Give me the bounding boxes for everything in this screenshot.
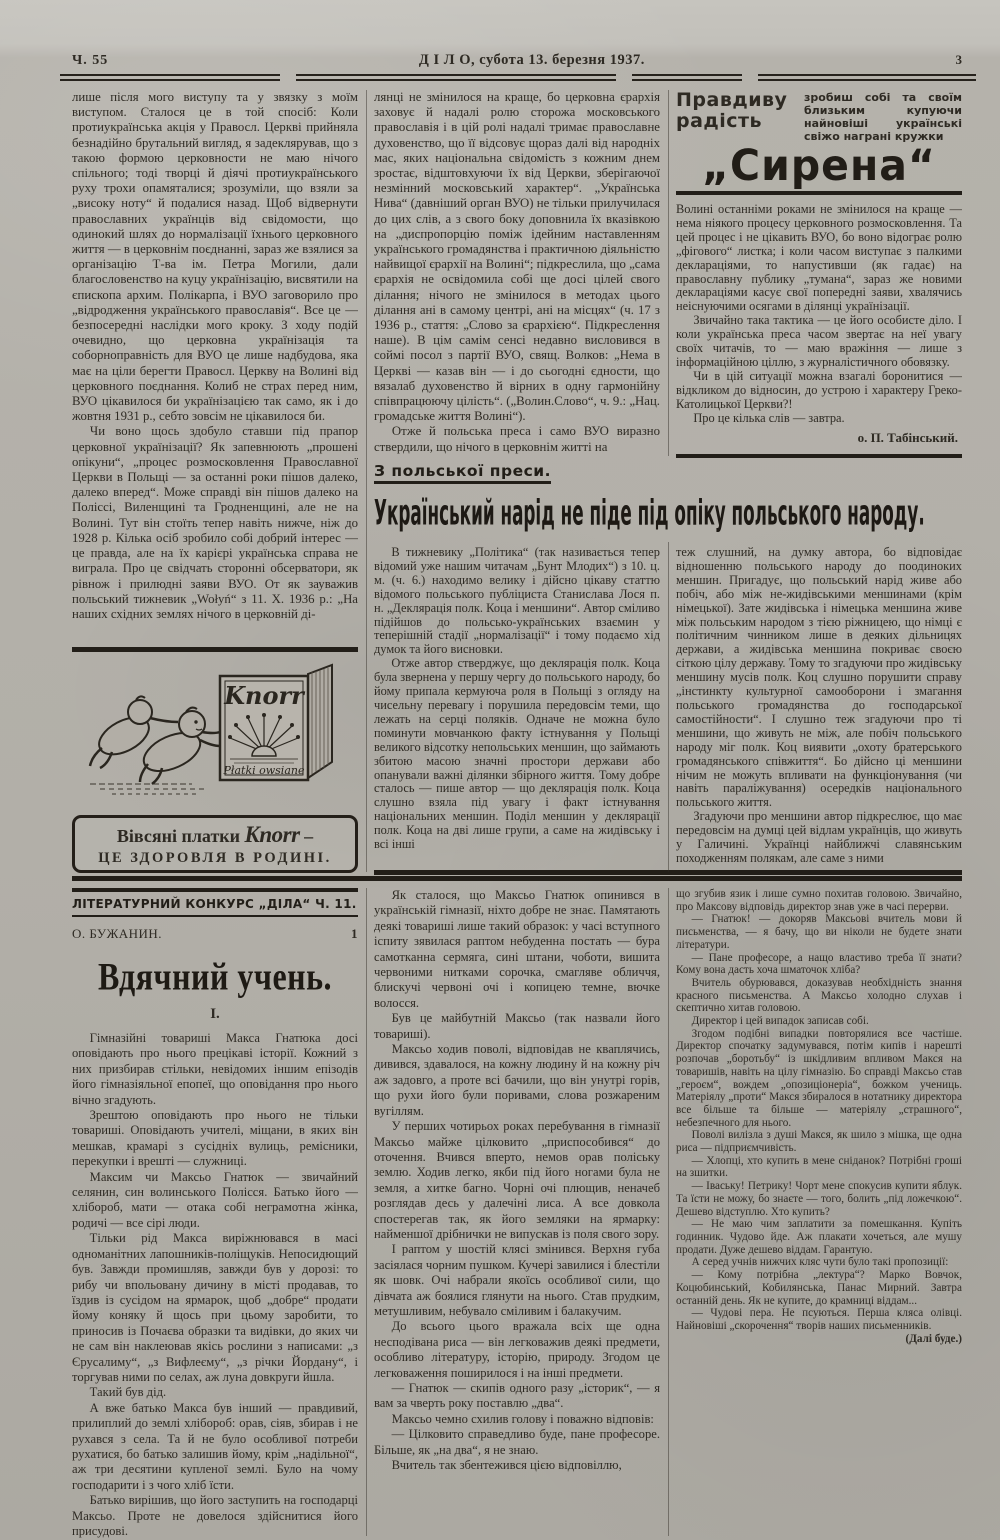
column-divider: [668, 90, 669, 456]
paragraph: Директор і цей випадок записав собі.: [691, 1015, 869, 1028]
right-column: [676, 90, 962, 452]
story-section: [72, 888, 962, 1538]
paragraph: Зрештою оповідають про нього не тільки товариші. Оповідають учителі, міщани, в яких він мешкав, крамарі з сусідніх вулиць, ремісники, перекупки і врешті — служниці.: [72, 1108, 358, 1169]
knorr-illustration: [72, 660, 358, 806]
paragraph: Гімназійні товариші Макса Гнатюка досі оповідають про нього прецікаві історії. Кожний з них призбирав стільки, невідомих іншим епізодів його гімназіяльної епопеї, що оповідання про нього вічно згадують.: [72, 1031, 358, 1107]
paragraph: Волині останніми роками не змінилося на краще — нема ніякого процесу церковного розмосковлення. Та цей процес і не цікавить ВУО, бо воно відограє ролю „фігового“ листка; і коли часом виступає з палкими деклараціями, то напустивши (як гадає) на православну публику „тумана“, зараз же новими деклараціями касує свої попередні заяви, хвалячись неіснуючими осягами в ділянці українізації.: [676, 202, 962, 314]
heavy-rule: [676, 191, 962, 195]
paragraph: Отже й польська преса і само ВУО виразно ствердили, що нічого в церковнім житті на: [374, 424, 660, 454]
story-col3: [676, 888, 962, 1538]
paragraph: — Гнатюк! — докоряв Максьові вчитель мови й письменства, — я бачу, що ви ніколи не будете знати літератури.: [676, 913, 962, 951]
sirena-ad-copy: зробиш собі та своїм близьким купуючи найновіші українські свіжо награні кружки: [804, 91, 962, 143]
headline-text: Український нарід не піде під опіку польського народу.: [374, 492, 925, 534]
knorr-caption-brand: Knorr: [244, 822, 300, 847]
article-headline: [374, 492, 962, 532]
knorr-box-label: Płatki owsiane: [223, 764, 305, 777]
paragraph: Отже автор стверджує, що деклярація полк. Коца була звернена у першу чергу до польського народу, бо йому припала кермуюча роля в Польщі з огляду на чисельну перевагу і порушила передовсім теми, що лежать на серці поляків. Одначе не можна було поминути мовчанкою факту істнування у Польщі великого відсотку непольських меншин, що займають збитою масою значні простори держави або опанували важні ділянки збірного життя. Тому добре сталось — пише автор — що деклярація полк. Коца слушно взяла під увагу і факт істнування національних меншин. Поділ меншин у деклярації полк. Коца на дві лише групи, а саме на жидівську і всі інші: [374, 656, 660, 852]
chapter-numeral: І.: [210, 1006, 220, 1022]
paragraph-text: — Чудові пера. Не псуються. Перша кляса олівці. Найновіші „скорочення“ творів наших письменників.: [676, 1307, 962, 1332]
heavy-rule: [676, 454, 962, 458]
paragraph: До всього цього вражала всіх ще одна несподівана риса — він легковажив деякі предмети, особливо літературу, історію, природу. Згодом це легковаження поширилося і на інші предмети.: [374, 1319, 660, 1380]
paragraph: [676, 1307, 962, 1345]
press-article-col2: [676, 546, 962, 870]
paragraph: А серед учнів нижчих кляс чути було такі пропозиції:: [691, 1256, 949, 1269]
paragraph: лянці не змінилося на краще, бо церковна єрархія заховує й надалі ролю сторожа московського православія і в цій ролі надалі тримає православне духовенство, що її відсовує щораз далі від народніх мас, яких національна свідомість з кожним днем зростає, відштовхуючи їх від Церкви, зберігаючої незмінний московський характер“. „Українська Нива“ (давніший орган ВУО) не тільки прилучилася до цих слів, а з свого боку доповнила їх вказівкою на „диспропорцію поміж ідейним наставленням українського громадянства і практичною діяльністю найвищої єрархії на Волині“; підкреслила, що „сама єрархія не освідомила собі ще досі цілей свого ділання; нічого не змінилося в методах цього ділання ані в самому центрі, ані на місцях“ (ч. 17 з 1936 р., стаття: „Слово за єрархією“. Підкреслення наше). В цім самім сенсі недавно висловився в соймі посол з партії ВУО, свящ. Волков: „Нема в Церкві — казав він — і до сьогодні єдности, що вязалаб духовенство й вірних в одну гармонійну співпрацюючу цілість“. („Волин.Слово“, ч. 9.: „Нац. громадське життя Волині“).: [374, 90, 660, 424]
author-byline: о. П. Табінський.: [857, 429, 958, 445]
church-article-col1: [72, 90, 358, 642]
press-article-col1: [374, 546, 660, 870]
sirena-brand: „Сирена“: [702, 139, 936, 191]
knorr-caption-box: [72, 815, 358, 873]
page-number: 3: [955, 52, 962, 67]
cherubs-graphic: [90, 696, 220, 784]
paragraph: лише після мого виступу та у звязку з моїм виступом. Сталося це в той спосіб: Коли протиукраїнська акція у Правосл. Церкві прийняла безнадійно брутальний вигляд, я задеклярував, що з такою формою церковности не маю нічого спільного; тоді творці й діячі протиукраїнського руху трохи опамяталися; зрозуміли, що взяли за „високу ноту“ й подалися назад. Щоб відвернути православних українців від свідомости, що одинокий шлях до нормалізації їхнього церковного життя — в церковнім поєднанні, зараз же взялися за організацію Т-ва ім. Петра Могили, дали благословенство на куцу українізацію, висвятили на єпископа архим. Полікарпа, і ВУО заговорило про „відродження українського православія“. Все це — безпосередні наслідки мого кроку. З ходу подій очевидно, що церковна українізація та соборноправність для ВУО це лише надбудова, яка має на ціли берегти Правосл. Церкву на Волині від церковного поєднання. Колиб не страх перед ним, ВУО цікавилося би українізацією так само, як і до жовтня 1931 р., себто зовсім не цікавилося би.: [72, 90, 358, 424]
paragraph: — Пане професоре, а нащо властиво треба її знати? Кому вона дасть хоча шматочок хліба?: [676, 951, 962, 977]
column-divider: [366, 888, 367, 1536]
knorr-box-brand: Knorr: [224, 681, 304, 710]
paragraph: Максьо ходив поволі, відповідав не кваплячись, дивився, здавалося, на кожну людину й на кожну річ аж задовго, а проте всі бачили, що він унутрі горів, що рухи його були поривами, слова розжареним вугіллям.: [374, 1042, 660, 1118]
paragraph: Згодом подібні випадки повторялися все частіше. Директор спочатку задумувався, потім кипів і нарешті розпочав „боротьбу“ із шкідливим впливом Макся на товаришів, навіть на цілу гімназію. Бо справді Максьо став „героєм“, вождем „опозиціонеріа“, божком учениць. Матеріялу „проти“ Макся збиралося в нотатнику директора все більше та більше — матеріялу „страшного“, небезпечного для нього.: [676, 1027, 962, 1129]
paragraph: В тижневику „Політика“ (так називається тепер відомий уже нашим читачам „Бунт Млодих“) з 10. ц. м. (ч. 6.) находимо велику і дійсно цікаву статтю відомого польського публіциста Станислава Лося п. н. „Деклярація полк. Коца і меншини“. Автор сміливо підійшов до польсько-українських взаємин у теперішній стадії „нормалізації“ і тому подаємо хід думок та його висновки.: [374, 546, 660, 657]
contest-title: ЛІТЕРАТУРНИЙ КОНКУРС „ДІЛА“ Ч. 11.: [72, 897, 357, 911]
paragraph: Максим чи Максьо Гнатюк — звичайний селянин, син волинського Полісся. Батько його — хлібороб, мати — отака собі неграмотна жінка, родичі — все сірі люди.: [72, 1169, 358, 1230]
knorr-caption-line2: ЦЕ ЗДОРОВЛЯ В РОДИНІ.: [98, 850, 332, 866]
column-divider: [366, 90, 367, 872]
knorr-caption-line1: [75, 822, 355, 848]
paragraph: Згадуючи про меншини автор підкреслює, що має передовсім на думці цей відлам українців, що живуть у Галичині. Українці найближчі славянським походженням полякам, але саме з ними: [676, 809, 962, 865]
paragraph: що згубив язик і лише сумно похитав головою. Звичайно, про Максову відповідь директор знав уже в часі перерви.: [676, 888, 962, 913]
paragraph: І раптом у шостій клясі змінився. Верхня губа засіялася чорним пушком. Кучері завилися і блестіли як шовк. Очі набрали якоїсь особливої сили, що дівчата аж боялися глянути на нього. Став прудким, метушливим, небувало сміливим і балакучим.: [374, 1242, 660, 1318]
paragraph: Такий був дід.: [89, 1385, 167, 1400]
knorr-ad: [72, 660, 358, 868]
section-divider-rule: [72, 876, 962, 881]
paragraph: теж слушний, на думку автора, бо відповідає відношенню польського народу до поодиноких меншин. Пригадує, що польський нарід живе або побіч, або між не-жидівськими меншинами (крім німецької). Зате жидівська і німецька меншина живе між польським народом з тією ріжницею, що німці є політичним чинником лише в деяких дільницях держави, а жидівська меншина покриває своєю сіткою цілу державу. Тому то згадуючи про жидівську меншину мусів полк. Коц слушно порушити справу „інстинкту культурної самооборони і змагання польського громадянства до господарської самостійности“. І слушно теж згадуючи про ті меншини, що живуть не між, але побіч польського народу міг полк. Коц виявити „охоту братерського громадянського співжиття“. Бо дійсно ці меншини нічим не можуть впливати на функціонування (чи навіть параліжування) осередків національного польського життя.: [676, 546, 962, 810]
contest-header: [72, 888, 358, 942]
paragraph: — Не маю чим заплатити за помешкання. Купіть годинник. Чудово йде. Аж плакати хочеться, але мушу продати. Дуже дешево віддам. Гарантую.: [676, 1218, 962, 1256]
to-be-continued: (Далі буде.): [905, 1332, 962, 1345]
paragraph: Вчитель обурювався, доказував необхідність знання красного письменства. А Максьо холодно слухав і скептично хитав головою.: [676, 976, 962, 1015]
paragraph: Тільки рід Макса виріжнювався в масі одноманітних лапошників-поліщуків. Непосидющий був. Завжди промишляв, завжди був у дорозі: то рибу чи впольовану дичину в місті продавав, то їздив із сусідом на ярмарок, щоб „добре“ продати йому коняку й щось при цьому заробити, то приносив із Почаєва образки та видівки, до яких чи не сам він наклеював якісь рослини з написами: „з Єрусалиму“, „з Вифлеєму“, „з річки Йордану“, і торгував ними по селах, аж луна довкруги йшла.: [72, 1231, 358, 1384]
sirena-ad: [676, 90, 962, 191]
story-col1: [72, 888, 358, 1538]
paragraph: А вже батько Макса був інший — правдивий, прилиплий до землі хлібороб: орав, сіяв, збирав і не рухався з села. Та й не було особливої потреби рухатися, бо батько залишив йому, крім „надільної“, аж три десятини купленої землі. Було на чому господарити і з чого хліб їсти.: [72, 1400, 358, 1492]
section-kicker: З польської преси.: [374, 462, 551, 484]
paragraph: — Кому потрібна „лектура“? Марко Вовчок, Коцюбинський, Кобилянська, Панас Мирний. Завтра останній день. Як не купите, до крамниці віддам...: [676, 1269, 962, 1307]
paragraph: — Гнатюк — скипів одного разу „історик“, — я вам за чверть року поставлю „два“.: [374, 1381, 660, 1411]
knorr-caption-pre: Вівсяні платки: [116, 826, 241, 846]
issue-number: Ч. 55: [72, 53, 109, 68]
paragraph: — Цілковито справедливо буде, пане професоре. Більше, як „на два“, я не знаю.: [374, 1427, 660, 1457]
story-col2: [374, 888, 660, 1538]
column-divider: [668, 888, 669, 1536]
paragraph: Вчитель так збентежився цією відповіллю,: [391, 1458, 622, 1473]
paragraph: Чи воно щось здобуло ставши під прапор церковної українізації? Як запевнюють „прошені опікуни“, „процес розмосковлення Православної Церкви в Польщі — за останні роки пішов далеко, далеко вперед“. Може справді він пішов далеко на Поліссі, Виленщині та Гродненщині, але не на Волині. Тут він стоїть тепер навіть нижче, ніж до 1928 р. Кілька осіб зробило собі добрий інтерес — це правда, але на їх карієрі українська справа не виграла. Про це свідчать сторонні обсерватори, як рівнож і прилюдні заяви ВУО. От як зауважив польський тижневик „Wołyń“ з 11. X. 1936 р.: „На наших східних землях нічого в церковній ді-: [72, 424, 358, 621]
heavy-rule: [72, 647, 358, 652]
paragraph: Батько вирішив, що його заступить на господарці Максьо. Проте не довелося здійснитися його присудові.: [72, 1493, 358, 1538]
paragraph: Як сталося, що Максьо Гнатюк опинився в українській гімназії, ніхто добре не знає. Памятають деякі товариші лише такий образок: у часі вступного іспиту зявилася раптом небуденна постать — бура самотканна сермяга, сині штани, чоботи, вишита червоними нитками сорочка, смагляве обличчя, блискучі червоні очі і копицею темне, вючке волосся.: [374, 888, 660, 1010]
story-author: О. БУЖАНИН.: [72, 926, 163, 941]
masthead: [72, 52, 962, 69]
paragraph: Звичайно така тактика — це його особисте діло. І коли українська преса часом звертає на неї увагу своїх читачів, то — маю вражіння — лише з інформаційною ціллю, з журналістичного обовязку.: [676, 313, 962, 369]
paragraph: Про це кілька слів — завтра.: [693, 410, 845, 425]
column-divider: [668, 542, 669, 872]
paragraph: — Іваську! Петрику! Чорт мене спокусив купити яблук. Та їсти не можу, бо знаєте — того, болить „під ложечкою“. Дешево відступлю. Хто купить?: [676, 1180, 962, 1218]
top-section: [72, 90, 962, 880]
sirena-ad-lead: Правдиву радість: [676, 90, 788, 132]
installment-number: 1: [351, 926, 358, 941]
masthead-rule: [60, 74, 976, 81]
thin-rule: [72, 915, 358, 917]
church-article-col2: [374, 90, 660, 460]
heavy-rule: [72, 888, 358, 892]
paragraph: Максьо чемно схилив голову і поважно відповів:: [391, 1411, 654, 1426]
paragraph: Поволі вилізла з душі Макся, як шило з мішка, ще одна риса — підприємчивість.: [676, 1129, 962, 1155]
paragraph: У перших чотирьох роках перебування в гімназії Максьо майже цілковито „приспособився“ до оточення. Вчився вперто, немов орав поліську землю. Ходив легко, якби під його ногами була не земля, а хитке багно. Чорні очі плющив, неначеб розглядав десь у далечіні лиса. А все довкола спостерегав так, як його земляки на ярмарку: найменшої дрібнички не випускав із поля свого зору.: [374, 1119, 660, 1241]
paragraph: Був це майбутній Максьо (так назвали його товариші).: [374, 1011, 660, 1041]
paragraph: — Хлопці, хто купить в мене сніданок? Потрібні гроші на зшитки.: [676, 1154, 962, 1180]
story-title: Вдячний учень.: [97, 954, 332, 998]
newspaper-title-date: Д І Л О, субота 13. березня 1937.: [418, 52, 645, 68]
knorr-caption-dash: –: [304, 826, 314, 846]
paragraph: Чи в цій ситуації можна взагалі боронитися — відкликом до відносин, до устрою і характеру Греко-Католицької Церкви?!: [676, 368, 962, 411]
